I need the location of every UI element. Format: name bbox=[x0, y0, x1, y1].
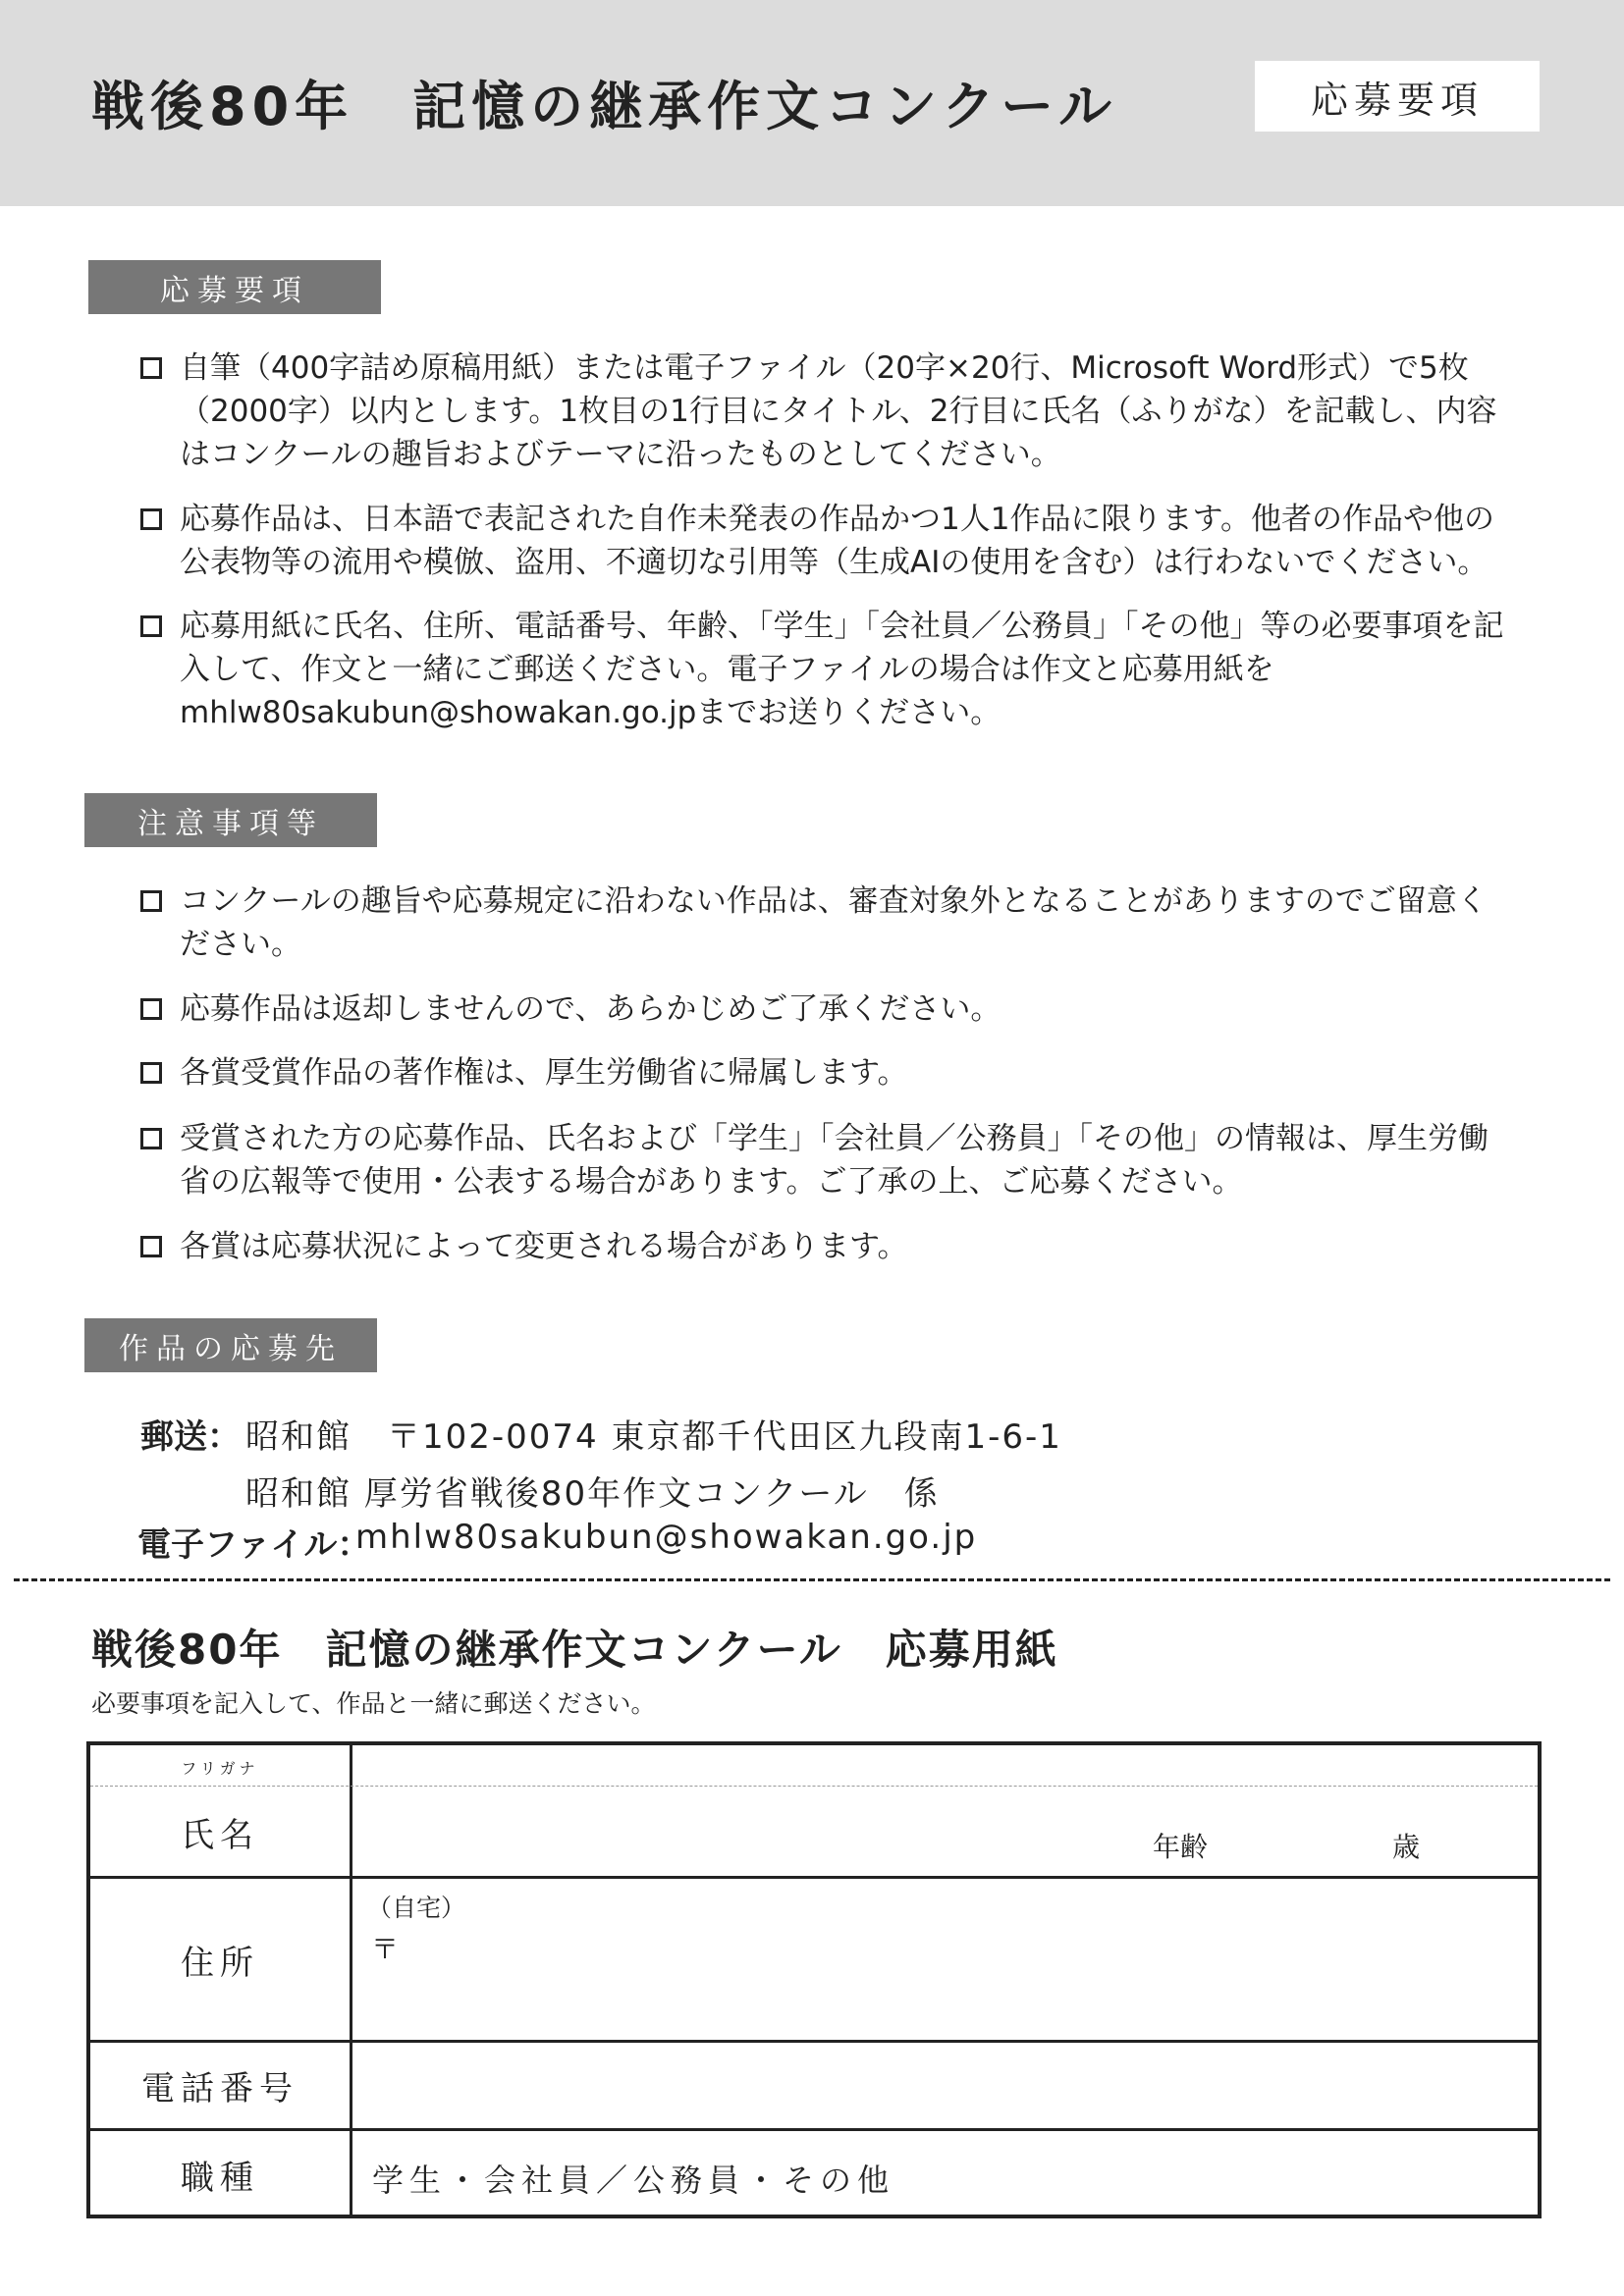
section-label-notes: 注意事項等 bbox=[84, 793, 377, 847]
list-item-text: 応募作品は返却しませんので、あらかじめご了承ください。 bbox=[180, 991, 1001, 1027]
list-item-text: 応募作品は、日本語で表記された自作未発表の作品かつ1人1作品に限ります。他者の作品や他の公表物等の流用や模倣、盗用、不適切な引用等（生成AIの使用を含む）は行わないでください。 bbox=[180, 502, 1494, 580]
cut-line bbox=[14, 1578, 1610, 1581]
list-item-text: 各賞受賞作品の著作権は、厚生労働省に帰属します。 bbox=[180, 1055, 908, 1091]
list-item bbox=[140, 605, 1515, 734]
checkbox-square-icon bbox=[140, 998, 162, 1020]
email-label: 電子ファイル： bbox=[137, 1525, 371, 1565]
age-label: 年齢 bbox=[1153, 1831, 1209, 1863]
furigana-label: フリガナ bbox=[181, 1758, 259, 1778]
list-item-text: コンクールの趣旨や応募規定に沿わない作品は、審査対象外となることがありますのでご留意ください。 bbox=[180, 883, 1488, 962]
checkbox-square-icon bbox=[140, 615, 162, 637]
list-item-text: 応募用紙に氏名、住所、電話番号、年齢、「学生」「会社員／公務員」「その他」等の必要事項を記入して、作文と一緒にご郵送ください。電子ファイルの場合は作文と応募用紙をmhlw80sakubun@showakan.go.jpまでお送りください。 bbox=[180, 609, 1504, 730]
guidelines-badge: 応募要項 bbox=[1255, 61, 1540, 132]
age-unit: 歳 bbox=[1392, 1831, 1421, 1863]
mail-address-line2: 昭和館 厚労省戦後80年作文コンクール 係 bbox=[245, 1474, 940, 1514]
form-title: 戦後80年 記憶の継承作文コンクール 応募用紙 bbox=[91, 1626, 1058, 1674]
list-item bbox=[140, 347, 1515, 476]
furigana-field[interactable] bbox=[355, 1746, 1534, 1784]
address-home-label: （自宅） bbox=[367, 1894, 466, 1922]
form-subtitle: 必要事項を記入して、作品と一緒に郵送ください。 bbox=[91, 1689, 656, 1718]
list-item bbox=[140, 1225, 1515, 1268]
name-label: 氏名 bbox=[181, 1815, 259, 1855]
checkbox-square-icon bbox=[140, 1236, 162, 1257]
occupation-label: 職種 bbox=[181, 2159, 259, 2198]
postal-mark: 〒 bbox=[371, 1933, 400, 1965]
checkbox-square-icon bbox=[140, 1062, 162, 1084]
email-address: mhlw80sakubun@showakan.go.jp bbox=[355, 1518, 978, 1557]
mail-address-line1: 昭和館 〒102-0074 東京都千代田区九段南1-6-1 bbox=[245, 1417, 1062, 1457]
list-item-text: 自筆（400字詰め原稿用紙）または電子ファイル（20字×20行、Microsoft Word形式）で5枚（2000字）以内とします。1枚目の1行目にタイトル、2行目に氏名（ふりがな）を記載し、内容はコンクールの趣旨およびテーマに沿ったものとしてください。 bbox=[180, 350, 1497, 472]
address-label: 住所 bbox=[181, 1943, 259, 1983]
address-field[interactable] bbox=[355, 1883, 1534, 2036]
list-item bbox=[140, 1117, 1515, 1203]
checkbox-square-icon bbox=[140, 357, 162, 379]
occupation-options[interactable]: 学生・会社員／公務員・その他 bbox=[372, 2162, 895, 2199]
checkbox-square-icon bbox=[140, 1128, 162, 1149]
name-field[interactable] bbox=[355, 1789, 1219, 1873]
section-label-requirements: 応募要項 bbox=[88, 260, 381, 314]
section-label-destination: 作品の応募先 bbox=[84, 1318, 377, 1372]
checkbox-square-icon bbox=[140, 890, 162, 912]
checkbox-square-icon bbox=[140, 508, 162, 530]
phone-label: 電話番号 bbox=[141, 2069, 298, 2109]
mail-label: 郵送： bbox=[140, 1417, 241, 1457]
list-item-text: 受賞された方の応募作品、氏名および「学生」「会社員／公務員」「その他」の情報は、厚生労働省の広報等で使用・公表する場合があります。ご了承の上、ご応募ください。 bbox=[180, 1121, 1489, 1200]
list-item bbox=[140, 988, 1515, 1031]
application-form-table bbox=[86, 1741, 1542, 2218]
furigana-divider bbox=[90, 1786, 1538, 1787]
list-item-text: 各賞は応募状況によって変更される場合があります。 bbox=[180, 1229, 908, 1264]
list-item bbox=[140, 1051, 1515, 1095]
phone-field[interactable] bbox=[355, 2046, 1534, 2124]
age-field[interactable] bbox=[1224, 1789, 1460, 1873]
list-item bbox=[140, 498, 1515, 584]
page-title: 戦後80年 記憶の継承作文コンクール bbox=[91, 76, 1117, 137]
table-divider bbox=[350, 1745, 352, 2215]
list-item bbox=[140, 880, 1515, 966]
